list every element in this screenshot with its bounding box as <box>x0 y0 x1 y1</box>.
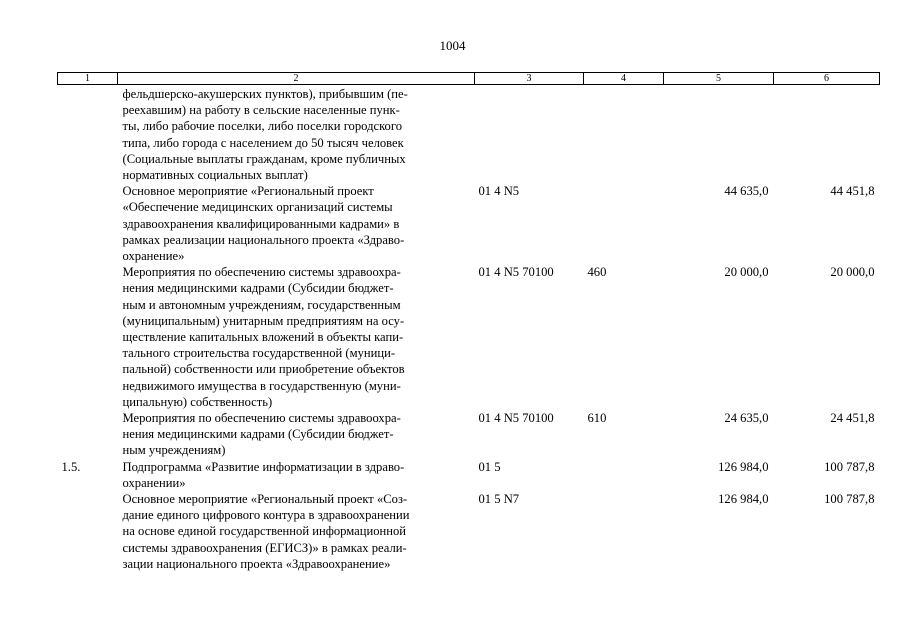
column-header-1: 1 <box>58 73 118 85</box>
row-target-code <box>475 85 584 184</box>
column-header-6: 6 <box>774 73 880 85</box>
table-body <box>58 85 880 573</box>
row-expense-type <box>584 183 664 264</box>
row-description: Мероприятия по обеспечению системы здравоохра- нения медицинскими кадрами (Субсидии бюджет- ным учреждениям) <box>122 411 401 458</box>
row-amount-planned: 24 635,0 <box>724 411 769 426</box>
column-header-2: 2 <box>118 73 475 85</box>
row-number: 1.5. <box>61 459 81 474</box>
budget-table <box>57 72 880 572</box>
row-target-code: 01 5 N7 <box>478 492 520 507</box>
row-target-code: 01 4 N5 <box>478 184 520 199</box>
row-description: Основное мероприятие «Региональный проект «Обеспечение медицинских организаций системы здравоохранения квалифицированными кадрами» в рамках реализации национального проекта «Здраво- охранение» <box>122 184 405 264</box>
table-header <box>58 73 880 85</box>
row-description: Основное мероприятие «Региональный проект «Соз- дание единого цифрового контура в здравоохранении на основе единой государственной информационной системы здравоохранения (ЕГИСЗ)» в рамках реали- зации национального проекта «Здравоохранение» <box>122 492 410 571</box>
table-row <box>58 410 880 459</box>
row-amount-executed: 100 787,8 <box>824 492 875 507</box>
row-expense-type <box>584 85 664 184</box>
row-amount-executed: 44 451,8 <box>830 184 875 199</box>
table-row <box>58 264 880 410</box>
row-target-code: 01 4 N5 70100 <box>478 411 554 426</box>
row-amount-planned: 126 984,0 <box>718 459 769 474</box>
row-target-code: 01 5 <box>478 459 501 474</box>
table-row <box>58 183 880 264</box>
page-number: 1004 <box>439 38 466 53</box>
row-target-code: 01 4 N5 70100 <box>478 265 554 280</box>
row-amount-executed: 100 787,8 <box>824 459 875 474</box>
header-row <box>58 73 880 85</box>
row-number <box>58 410 118 459</box>
column-header-3: 3 <box>475 73 584 85</box>
row-number <box>58 264 118 410</box>
row-amount-executed <box>774 85 880 184</box>
row-number <box>58 183 118 264</box>
column-header-4: 4 <box>584 73 664 85</box>
row-amount-executed: 20 000,0 <box>830 265 875 280</box>
row-amount-planned: 126 984,0 <box>718 492 769 507</box>
row-number <box>58 85 118 184</box>
row-expense-type <box>584 459 664 491</box>
row-amount-planned: 20 000,0 <box>724 265 769 280</box>
table-row <box>58 491 880 572</box>
row-number <box>58 491 118 572</box>
row-amount-executed: 24 451,8 <box>830 411 875 426</box>
row-expense-type: 460 <box>587 265 607 280</box>
row-description: фельдшерско-акушерских пунктов), прибывшим (пе- реехавшим) на работу в сельские населенные пунк- ты, либо рабочие поселки, либо поселки городского типа, либо города с населением до 50 тысяч человек (Социальные выплаты гражданам, кроме публичных нормативных социальных выплат) <box>122 87 408 183</box>
row-expense-type <box>584 491 664 572</box>
column-header-5: 5 <box>664 73 774 85</box>
row-amount-planned <box>664 85 774 184</box>
table-row <box>58 459 880 491</box>
row-expense-type: 610 <box>587 411 607 426</box>
row-description: Мероприятия по обеспечению системы здравоохра- нения медицинскими кадрами (Субсидии бюджет- ным и автономным учреждениям, государственным (муниципальным) унитарным предприятиям на осу- ществление капитальных вложений в объекты капи- тального строительства государственной (муници- пальной) собственности или приобретение объектов недвижимого имущества в государственную (муни- ципальную) собственность) <box>122 265 405 409</box>
table-row <box>58 85 880 184</box>
row-description: Подпрограмма «Развитие информатизации в здраво- охранении» <box>122 459 405 490</box>
row-amount-planned: 44 635,0 <box>724 184 769 199</box>
